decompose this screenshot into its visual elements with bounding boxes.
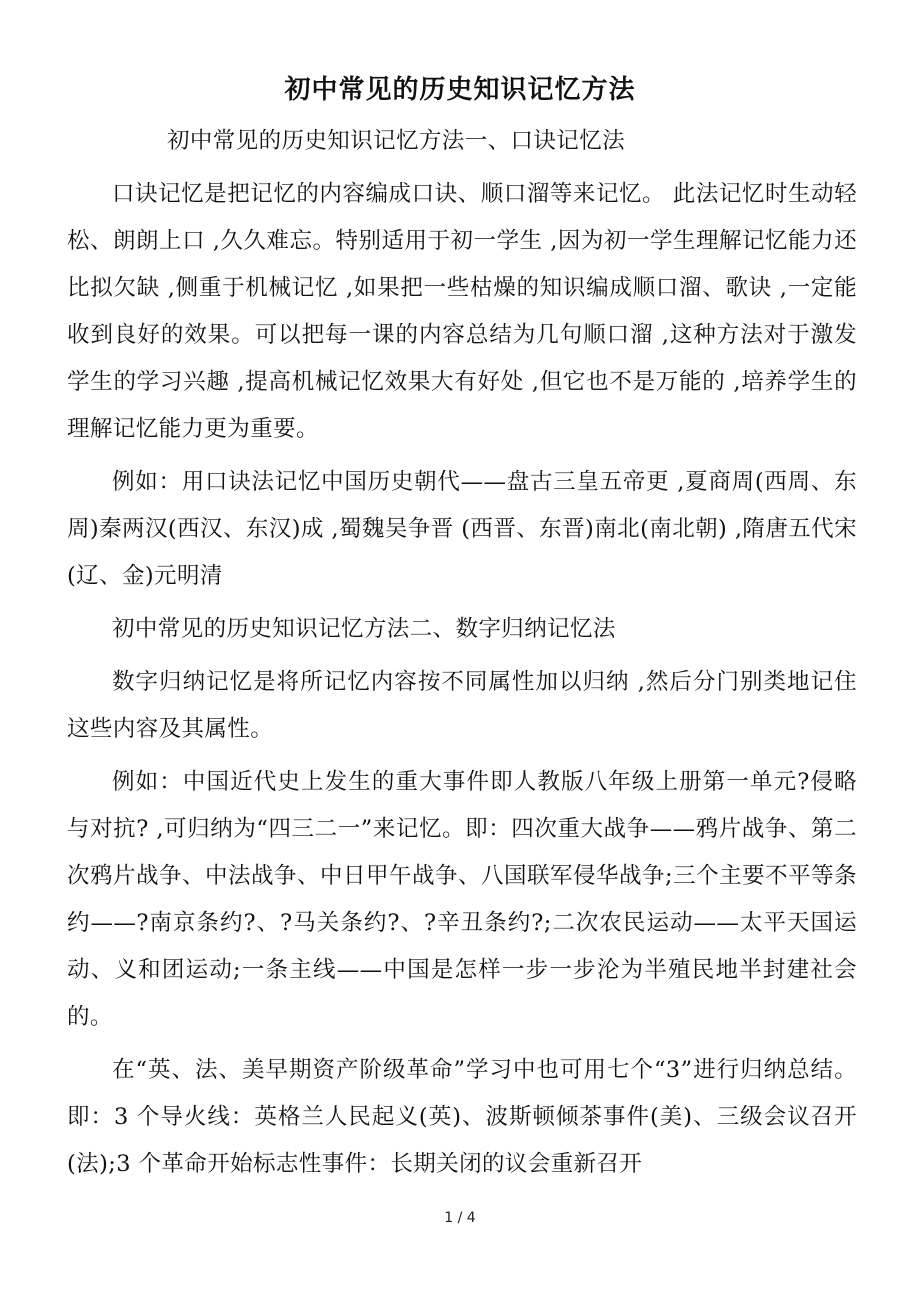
paragraph-revolution-summary: 在“英、法、美早期资产阶级革命”学习中也可用七个“3”进行归纳总结。即：3 个导火线：英格兰人民起义(英)、波斯顿倾茶事件(美)、三级会议召开(法);3 个革命开始标志性事件：长期关闭的议会重新召开 [67, 1057, 857, 1177]
paragraph-mnemonic-description: 口诀记忆是把记忆的内容编成口诀、顺口溜等来记忆。 此法记忆时生动轻松、朗朗上口 ,久久难忘。特别适用于初一学生 ,因为初一学生理解记忆能力还比拟欠缺 ,侧重于机械记忆 ,如果把一些枯燥的知识编成顺口溜、歌诀 ,一定能收到良好的效果。可以把每一课的内容总结为几句顺口溜 ,这种方法对于激发学生的学习兴趣 ,提高机械记忆效果大有好处 ,但它也不是万能的 ,培养学生的理解记忆能力更为重要。 [67, 181, 857, 442]
section-heading-number-induction: 初中常见的历史知识记忆方法二、数字归纳记忆法 [112, 616, 616, 642]
paragraph-number-induction-example: 例如：中国近代史上发生的重大事件即人教版八年级上册第一单元?侵略与对抗? ,可归纳为“四三二一”来记忆。即：四次重大战争——鸦片战争、第二次鸦片战争、中法战争、中日甲午战争、八国联军侵华战争;三个主要不平等条约——?南京条约?、?马关条约?、?辛丑条约?;二次农民运动——太平天国运动、义和团运动;一条主线——中国是怎样一步一步沦为半殖民地半封建社会的。 [67, 769, 857, 1030]
document-title: 初中常见的历史知识记忆方法 [284, 75, 636, 105]
section-heading-mnemonic: 初中常见的历史知识记忆方法一、口诀记忆法 [167, 128, 626, 154]
paragraph-mnemonic-example: 例如：用口诀法记忆中国历史朝代——盘古三皇五帝更 ,夏商周(西周、东周)秦两汉(西汉、东汉)成 ,蜀魏吴争晋 (西晋、东晋)南北(南北朝) ,隋唐五代宋(辽、金)元明清 [67, 469, 857, 589]
page-number: 1 / 4 [444, 1210, 476, 1226]
paragraph-number-induction-description: 数字归纳记忆是将所记忆内容按不同属性加以归纳 ,然后分门别类地记住这些内容及其属性。 [67, 669, 857, 742]
document-body [67, 118, 857, 1188]
